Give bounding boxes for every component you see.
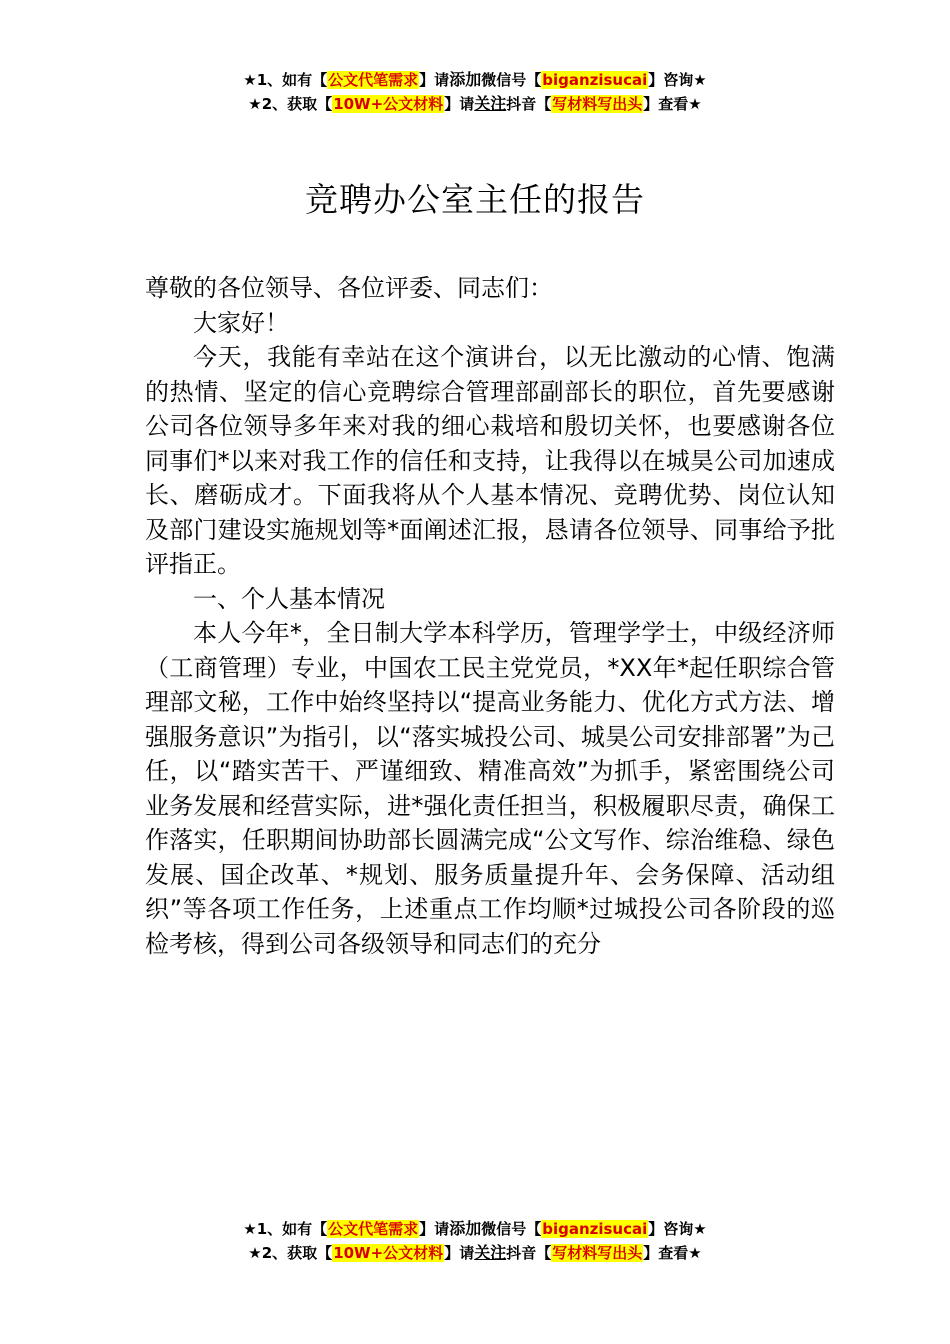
paragraph: 今天，我能有幸站在这个演讲台，以无比激动的心情、饱满的热情、坚定的信心竞聘综合管理部副部长的职位，首先要感谢公司各位领导多年来对我的细心栽培和殷切关怀，也要感谢各位同事们*以来对我工作的信任和支持，让我得以在城昊公司加速成长、磨砺成才。下面我将从个人基本情况、竞聘优势、岗位认知及部门建设实施规划等*面阐述汇报，恳请各位领导、同事给予批评指正。 xyxy=(145,343,835,578)
promo-text: 】查看★ xyxy=(643,95,702,113)
emphasis-text: 关注 xyxy=(474,94,507,113)
promo-text: 微信号【 xyxy=(481,1220,542,1238)
highlight-douyin-account: 写材料写出头 xyxy=(552,1244,643,1262)
emphasis-text: 关注 xyxy=(474,1243,507,1262)
emphasis-text: 添加 xyxy=(449,1219,482,1238)
promo-line-2 xyxy=(0,92,950,116)
highlight-materials: 10W+公文材料 xyxy=(333,1244,444,1262)
paragraph: 本人今年*，全日制大学本科学历，管理学学士，中级经济师（工商管理）专业，中国农工民主党党员，*XX年*起任职综合管理部文秘，工作中始终坚持以“提高业务能力、优化方式方法、增强服务意识”为指引，以“落实城投公司、城昊公司安排部署”为己任，以“踏实苦干、严谨细致、精准高效”为抓手，紧密围绕公司业务发展和经营实际，进*强化责任担当，积极履职尽责，确保工作落实，任职期间协助部长圆满完成“公文写作、综治维稳、绿色发展、国企改革、*规划、服务质量提升年、会务保障、活动组织”等各项工作任务，上述重点工作均顺*过城投公司各阶段的巡检考核，得到公司各级领导和同志们的充分 xyxy=(145,619,835,958)
promo-text: 抖音【 xyxy=(506,1244,552,1262)
promo-line-1 xyxy=(0,1217,950,1241)
highlight-service: 公文代笔需求 xyxy=(328,71,419,89)
emphasis-text: 添加 xyxy=(449,70,482,89)
promo-text: 】咨询★ xyxy=(648,1220,707,1238)
promo-text: ★2、获取【 xyxy=(248,1244,333,1262)
promo-line-2 xyxy=(0,1241,950,1265)
promo-text: 】请 xyxy=(419,71,450,89)
promo-text: ★1、如有【 xyxy=(243,1220,328,1238)
promo-text: ★1、如有【 xyxy=(243,71,328,89)
highlight-service: 公文代笔需求 xyxy=(328,1220,419,1238)
document-title: 竞聘办公室主任的报告 xyxy=(305,180,645,219)
promo-text: 】查看★ xyxy=(643,1244,702,1262)
promo-text: ★2、获取【 xyxy=(248,95,333,113)
greeting: 大家好！ xyxy=(193,308,289,337)
promo-text: 微信号【 xyxy=(481,71,542,89)
highlight-materials: 10W+公文材料 xyxy=(333,95,444,113)
highlight-douyin-account: 写材料写出头 xyxy=(552,95,643,113)
promo-text: 】咨询★ xyxy=(648,71,707,89)
promo-text: 】请 xyxy=(444,1244,475,1262)
promo-text: 】请 xyxy=(419,1220,450,1238)
highlight-wechat-id: biganzisucai xyxy=(542,71,648,89)
highlight-wechat-id: biganzisucai xyxy=(542,1220,648,1238)
salutation: 尊敬的各位领导、各位评委、同志们： xyxy=(145,274,553,302)
promo-text: 抖音【 xyxy=(506,95,552,113)
section-heading: 一、个人基本情况 xyxy=(193,584,385,613)
promo-banner-bottom xyxy=(0,1217,950,1265)
promo-banner-top xyxy=(0,68,950,116)
document-body xyxy=(145,271,835,961)
promo-line-1 xyxy=(0,68,950,92)
promo-text: 】请 xyxy=(444,95,475,113)
